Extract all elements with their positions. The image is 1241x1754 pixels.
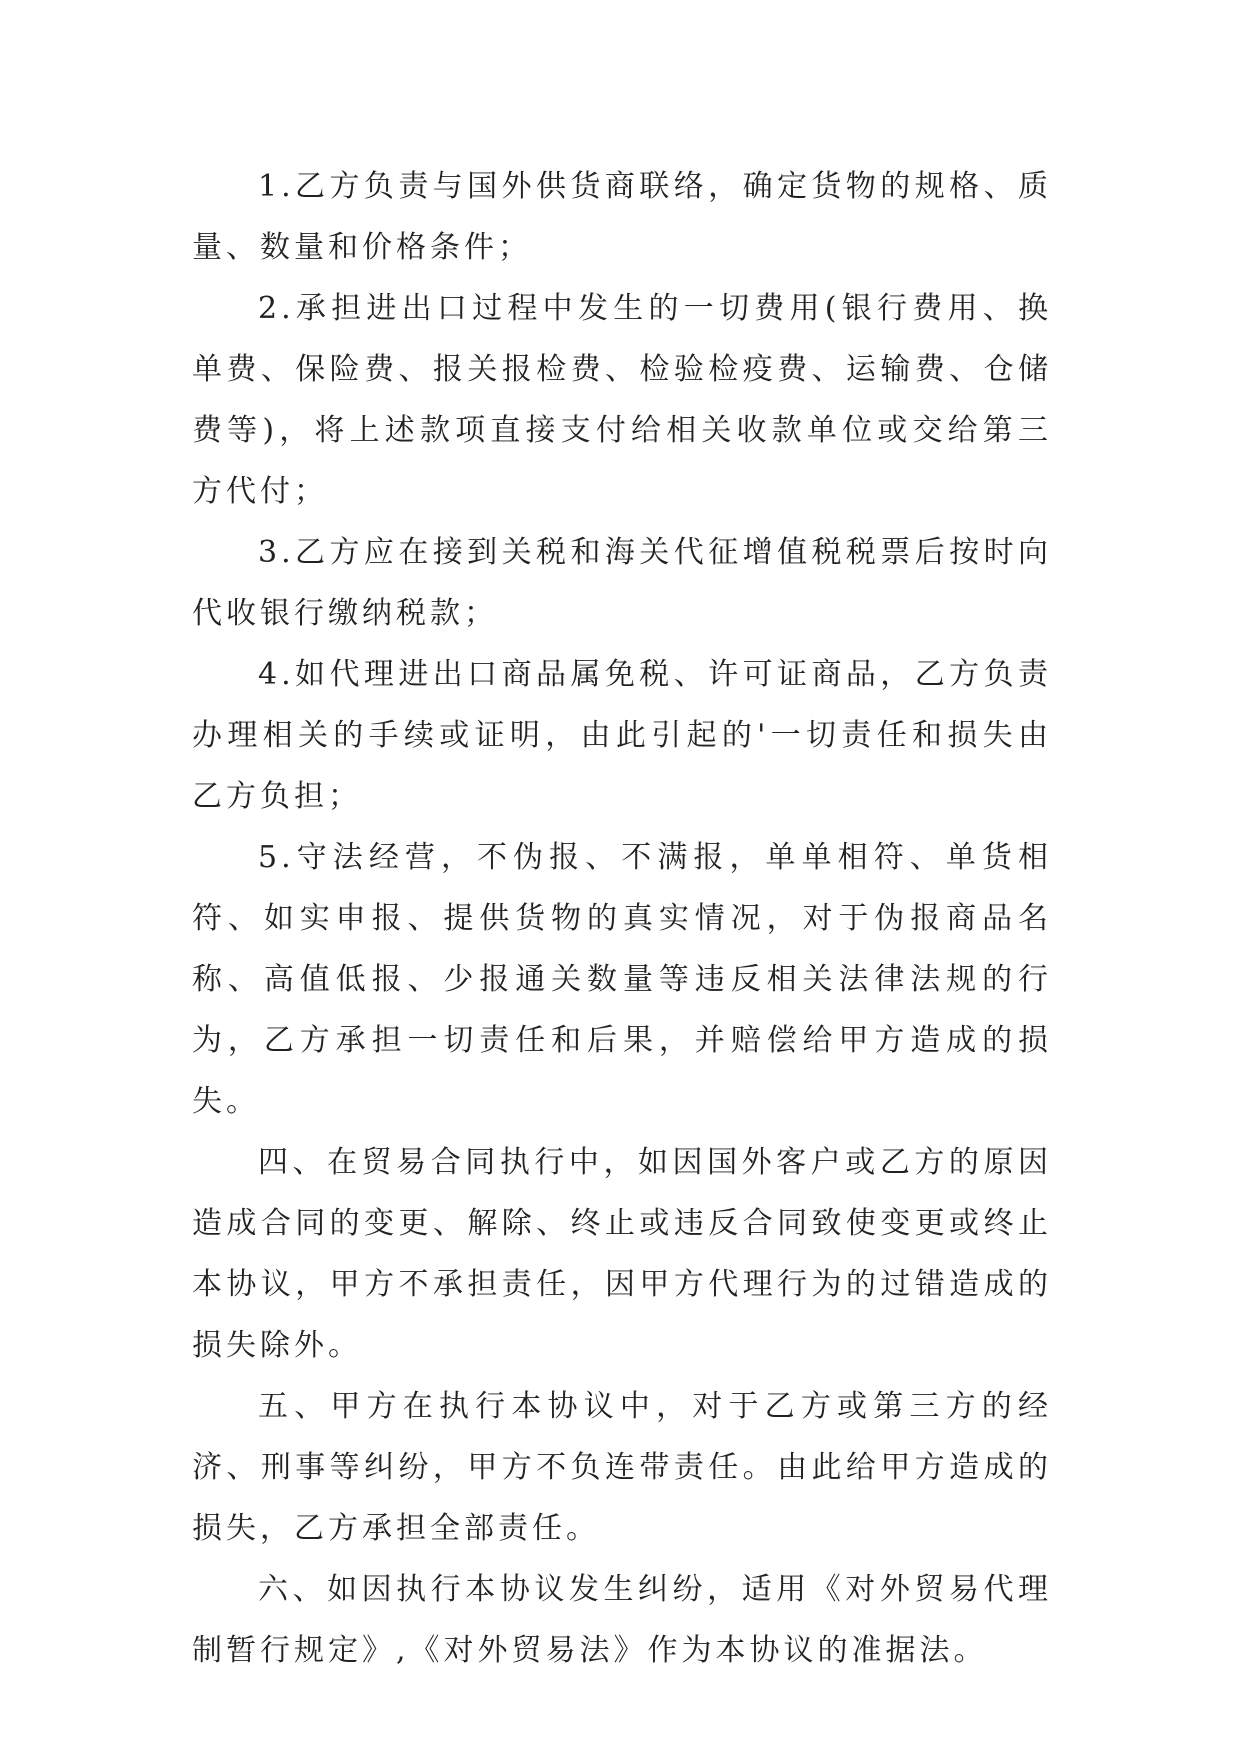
document-body xyxy=(192,156,1052,1681)
clause-4-license-goods: 4.如代理进出口商品属免税、许可证商品，乙方负责办理相关的手续或证明，由此引起的'一切责任和损失由乙方负担； xyxy=(192,657,1052,814)
clause-1-supplier-contact: 1.乙方负责与国外供货商联络，确定货物的规格、质量、数量和价格条件； xyxy=(192,169,1052,265)
section-6-governing-law: 六、如因执行本协议发生纠纷，适用《对外贸易代理制暂行规定》,《对外贸易法》作为本协议的准据法。 xyxy=(192,1572,1052,1668)
section-4-contract-changes: 四、在贸易合同执行中，如因国外客户或乙方的原因造成合同的变更、解除、终止或违反合同致使变更或终止本协议，甲方不承担责任，因甲方代理行为的过错造成的损失除外。 xyxy=(192,1145,1052,1363)
clause-3-tax-payment: 3.乙方应在接到关税和海关代征增值税税票后按时向代收银行缴纳税款； xyxy=(192,535,1052,631)
clause-2-expenses: 2.承担进出口过程中发生的一切费用(银行费用、换单费、保险费、报关报检费、检验检疫费、运输费、仓储费等)，将上述款项直接支付给相关收款单位或交给第三方代付； xyxy=(192,291,1052,509)
section-5-disputes-liability: 五、甲方在执行本协议中，对于乙方或第三方的经济、刑事等纠纷，甲方不负连带责任。由此给甲方造成的损失，乙方承担全部责任。 xyxy=(192,1389,1052,1546)
clause-5-lawful-operation: 5.守法经营，不伪报、不满报，单单相符、单货相符、如实申报、提供货物的真实情况，对于伪报商品名称、高值低报、少报通关数量等违反相关法律法规的行为，乙方承担一切责任和后果，并赔偿给甲方造成的损失。 xyxy=(192,840,1052,1119)
